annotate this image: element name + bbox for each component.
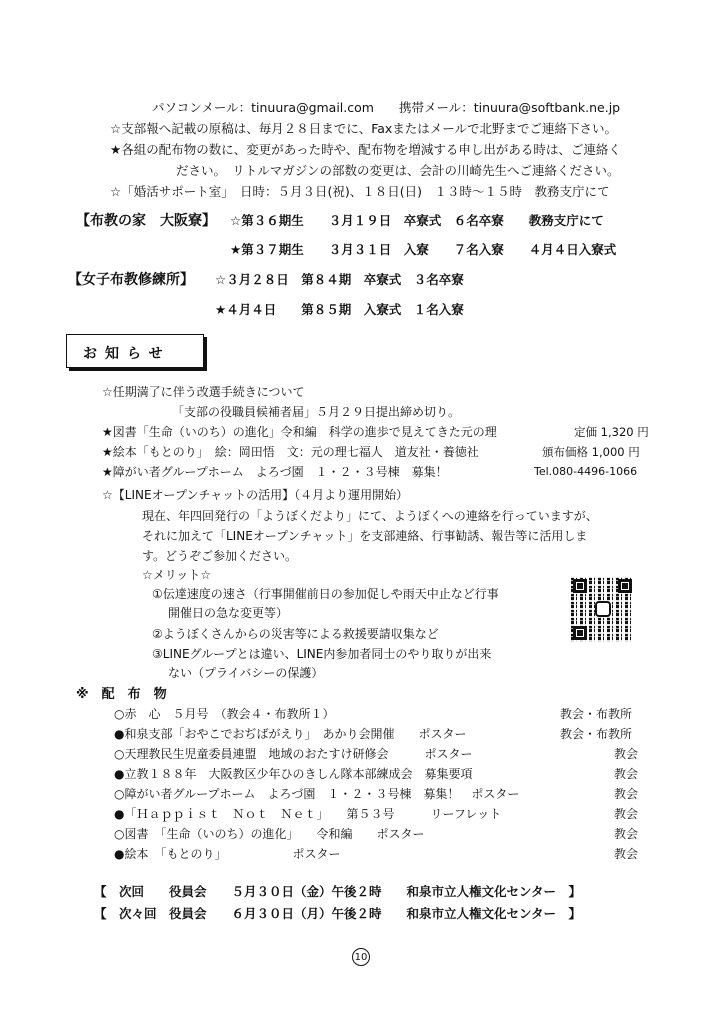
qr-finder-pattern <box>618 579 632 593</box>
meeting-after-next: 【 次々回 役員会 ６月３０日（月）午後２時 和泉市立人権文化センター 】 <box>94 906 582 921</box>
dormitory-row-2: ★第３７期生 ３月３１日 入寮 ７名入寮 ４月４日入寮式 <box>230 242 617 257</box>
women-school-heading: 【女子布教修練所】 <box>68 272 194 288</box>
qr-finder-pattern <box>573 579 587 593</box>
merit-3-line-2: ない（プライバシーの保護） <box>168 666 324 680</box>
distribution-row: ●「Ｈａｐｐｉｓｔ Ｎｏｔ Ｎｅｔ」 第５３号 リーフレット <box>114 807 502 821</box>
notice-item-book-price: 定価 1,320 円 <box>574 425 649 439</box>
merit-1-line-1: ①伝達速度の速さ（行事開催前日の参加促しや雨天中止など行事 <box>152 587 499 601</box>
line-logo-icon <box>595 601 611 617</box>
notice-item-election-detail: 「支部の役職員候補者届」５月２９日提出締め切り。 <box>172 405 461 419</box>
distribution-row: ○障がい者グループホーム よろづ園 １・２・３号棟 募集！ ポスター <box>114 787 520 801</box>
distribution-heading: ※ 配 布 物 <box>76 687 167 702</box>
distribution-row: ●和泉支部「おやこでおぢばがえり」 あかり会開催 ポスター <box>114 727 467 741</box>
distribution-row: ●立教１８８年 大阪教区少年ひのきしん隊本部練成会 募集要項 <box>114 767 473 781</box>
page-number: 10 <box>352 948 370 966</box>
next-meeting: 【 次回 役員会 ５月３０日（金）午後２時 和泉市立人権文化センター 】 <box>94 884 582 899</box>
magazine-change-notice: ださい。 リトルマガジンの部数の変更は、会計の川崎先生へご連絡ください。 <box>176 163 620 178</box>
dormitory-row-1: ☆第３６期生 ３月１９日 卒寮式 ６名卒寮 教務支庁にて <box>230 213 604 228</box>
line-paragraph-2: それに加えて「LINEオープンチャット」を支部連絡、行事勧誘、報告等に活用しま <box>142 529 588 543</box>
distribution-row-dest: 教会 <box>614 827 639 841</box>
merit-title: ☆メリット☆ <box>142 568 212 582</box>
women-school-row-2: ★４月４日 第８５期 入寮式 １名入寮 <box>215 302 464 317</box>
email-line: パソコンメール：tinuura@gmail.com 携帯メール：tinuura@softbank.ne.jp <box>152 100 621 115</box>
submission-notice: ☆支部報へ記載の原稿は、毎月２８日までに、Faxまたはメールで北野までご連絡下さい。 <box>110 121 618 136</box>
qr-finder-pattern <box>573 626 587 640</box>
notice-item-picturebook-price: 頒布価格 1,000 円 <box>542 445 640 459</box>
notice-item-picturebook: ★絵本「もとのり」 絵：岡田悟 文：元の理七福人 道友社・養徳社 <box>102 445 479 459</box>
merit-2: ②ようぼくさんからの災害等による救援要請収集など <box>152 627 439 641</box>
distribution-row-dest: 教会 <box>614 847 639 861</box>
distribution-row-dest: 教会・布教所 <box>560 707 633 721</box>
notice-title: お知らせ <box>83 346 171 362</box>
distribution-row-dest: 教会 <box>614 787 639 801</box>
line-qr-code <box>571 577 634 642</box>
distribution-row-dest: 教会・布教所 <box>560 727 633 741</box>
distribution-row: ○赤 心 ５月号 （教会４・布教所１） <box>114 707 335 721</box>
distribution-row: ●絵本 「もとのり」 ポスター <box>114 847 341 861</box>
distribution-change-notice: ★各組の配布物の数に、変更があった時や、配布物を増減する申し出がある時は、ご連絡く <box>110 142 621 157</box>
line-paragraph-3: す。どうぞご参加ください。 <box>142 549 298 563</box>
women-school-row-1: ☆３月２８日 第８４期 卒寮式 ３名卒寮 <box>215 272 464 287</box>
notice-item-line: ☆【LINEオープンチャットの活用】（４月より運用開始） <box>102 488 409 502</box>
dormitory-heading: 【布教の家 大阪寮】 <box>76 213 216 229</box>
marriage-support-notice: ☆「婚活サポート室」 日時：５月３日(祝)、１８日(日) １３時～１５時 教務支庁にて <box>110 184 610 199</box>
distribution-row: ○図書 「生命（いのち）の進化」 令和編 ポスター <box>114 827 425 841</box>
line-paragraph-1: 現在、年四回発行の「ようぼくだより」にて、ようぼくへの連絡を行っていますが、 <box>142 509 598 523</box>
notice-item-grouphome: ★障がい者グループホーム よろづ園 １・２・３号棟 募集！ <box>102 465 448 479</box>
distribution-row-dest: 教会 <box>614 807 639 821</box>
distribution-row: ○天理教民生児童委員連盟 地域のおたすけ研修会 ポスター <box>114 747 473 761</box>
distribution-row-dest: 教会 <box>614 767 639 781</box>
notice-item-election: ☆任期満了に伴う改選手続きについて <box>102 385 305 399</box>
notice-title-box <box>66 334 204 368</box>
notice-item-grouphome-tel: Tel.080-4496-1066 <box>534 465 638 478</box>
merit-1-line-2: 開催日の急な変更等） <box>168 606 289 620</box>
distribution-row-dest: 教会 <box>614 747 639 761</box>
merit-3-line-1: ③LINEグループとは違い、LINE内参加者同士のやり取りが出来 <box>152 647 492 661</box>
notice-item-book: ★図書「生命（いのち）の進化」令和編 科学の進歩で見えてきた元の理 <box>102 425 497 439</box>
